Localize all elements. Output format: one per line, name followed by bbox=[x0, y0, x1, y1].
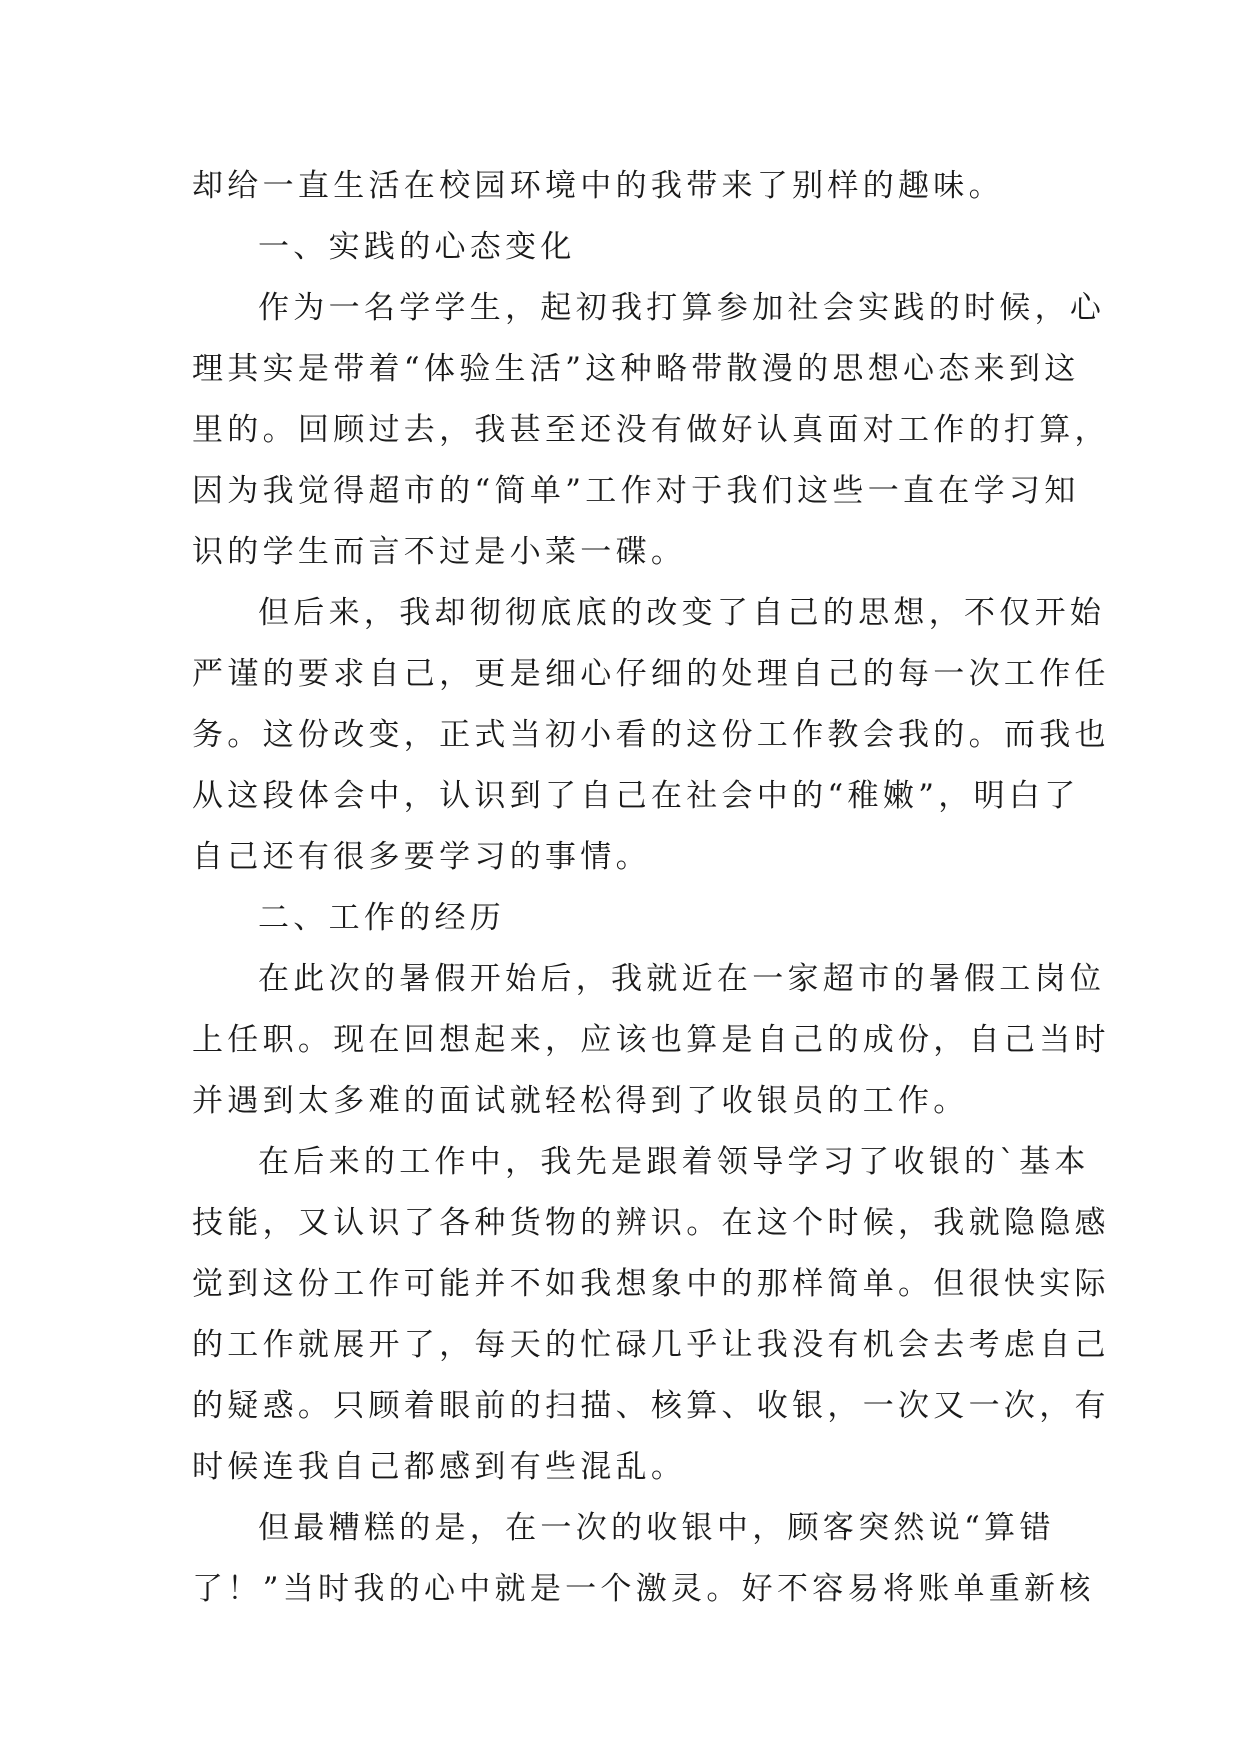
text-line: 在此次的暑假开始后，我就近在一家超市的暑假工岗位 bbox=[258, 961, 1106, 997]
text-line: 的工作就展开了，每天的忙碌几乎让我没有机会去考虑自己 bbox=[192, 1327, 1110, 1363]
text-line: 时候连我自己都感到有些混乱。 bbox=[192, 1449, 687, 1485]
text-line: 理其实是带着“体验生活”这种略带散漫的思想心态来到这 bbox=[192, 351, 1080, 387]
text-line: 但后来，我却彻彻底底的改变了自己的思想，不仅开始 bbox=[258, 595, 1106, 631]
text-line: 识的学生而言不过是小菜一碟。 bbox=[192, 534, 687, 570]
text-line: 自己还有很多要学习的事情。 bbox=[192, 839, 651, 875]
text-line: 并遇到太多难的面试就轻松得到了收银员的工作。 bbox=[192, 1083, 969, 1119]
text-line: 务。这份改变，正式当初小看的这份工作教会我的。而我也 bbox=[192, 717, 1110, 753]
text-line: 里的。回顾过去，我甚至还没有做好认真面对工作的打算， bbox=[192, 412, 1110, 448]
text-line: 但最糟糕的是，在一次的收银中，顾客突然说“算错 bbox=[258, 1510, 1055, 1546]
section-heading: 一、实践的心态变化 bbox=[258, 229, 576, 265]
text-line: 却给一直生活在校园环境中的我带来了别样的趣味。 bbox=[192, 168, 1004, 204]
text-line: 严谨的要求自己，更是细心仔细的处理自己的每一次工作任 bbox=[192, 656, 1110, 692]
section-heading: 二、工作的经历 bbox=[258, 900, 506, 936]
text-line: 在后来的工作中，我先是跟着领导学习了收银的`基本 bbox=[258, 1144, 1090, 1180]
text-line: 从这段体会中，认识到了自己在社会中的“稚嫩”，明白了 bbox=[192, 778, 1080, 814]
text-line: 上任职。现在回想起来，应该也算是自己的成份，自己当时 bbox=[192, 1022, 1110, 1058]
text-line: 技能，又认识了各种货物的辨识。在这个时候，我就隐隐感 bbox=[192, 1205, 1110, 1241]
text-line: 了！”当时我的心中就是一个激灵。好不容易将账单重新核 bbox=[192, 1571, 1095, 1607]
text-line: 的疑惑。只顾着眼前的扫描、核算、收银，一次又一次，有 bbox=[192, 1388, 1110, 1424]
text-line: 因为我觉得超市的“简单”工作对于我们这些一直在学习知 bbox=[192, 473, 1080, 509]
text-line: 作为一名学学生，起初我打算参加社会实践的时候，心 bbox=[258, 290, 1106, 326]
text-line: 觉到这份工作可能并不如我想象中的那样简单。但很快实际 bbox=[192, 1266, 1110, 1302]
document-body bbox=[192, 156, 1110, 1620]
